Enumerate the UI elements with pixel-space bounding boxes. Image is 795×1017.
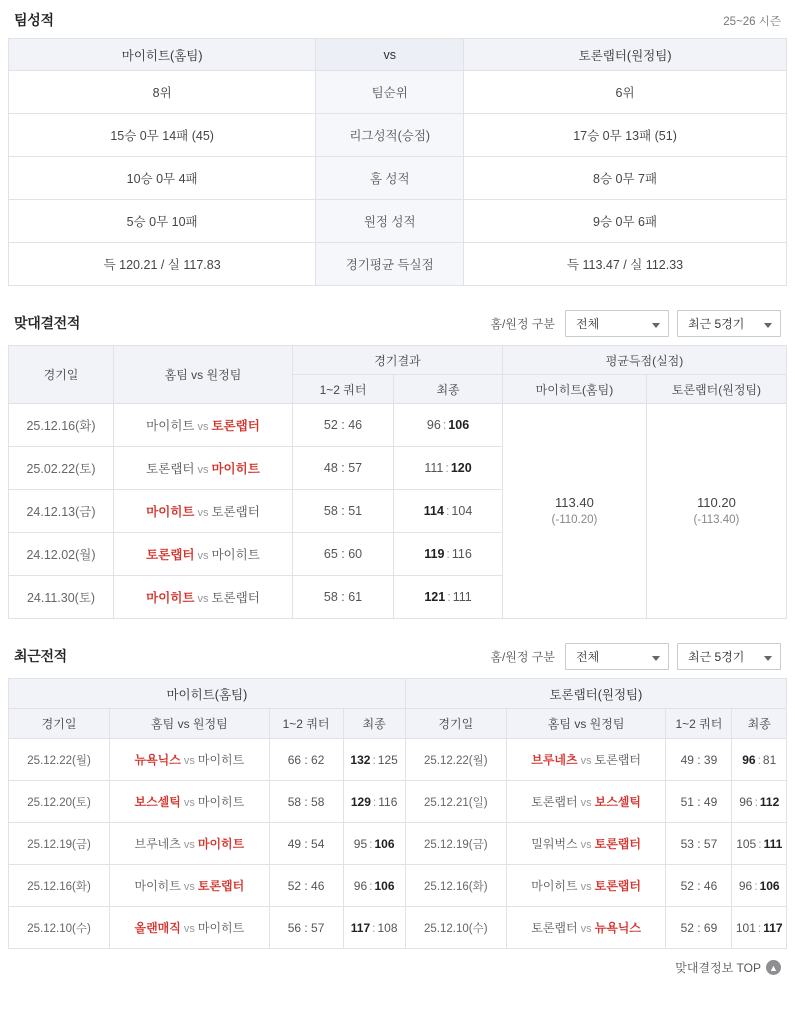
final-score-right: 106 [759,878,780,893]
compare-row-label: 경기평균 득실점 [316,243,464,286]
table-row [9,157,787,200]
final-score-right: 120 [450,461,472,475]
avg-home: 113.40 (-110.20) [502,404,646,619]
away-team-name: 마이히트 [197,837,245,851]
match-date: 24.11.30(토) [9,576,114,619]
h2h-col-date: 경기일 [9,346,114,404]
compare-away-value: 17승 0무 13패 (51) [464,114,787,157]
final-score-left: 96 [738,878,753,893]
chevron-down-icon [652,323,660,328]
final-score-right: 106 [374,836,395,851]
h2h-col-result-group: 경기결과 [292,346,502,375]
final-score: 105 : 111 [732,823,787,865]
matchup [506,865,665,907]
final-score-left: 96 [739,794,753,809]
recent-col-match-home: 홈팀 vs 원정팀 [110,709,269,739]
recent-count-value: 최근 5경기 [688,650,745,664]
match-date: 25.12.16(화) [405,865,506,907]
match-date: 25.12.22(월) [405,739,506,781]
final-score: 96 : 106 [394,404,503,447]
final-score: 96 : 106 [343,865,405,907]
away-team-name: 마이히트 [197,921,245,935]
compare-vs: vs [316,39,464,71]
final-score-left: 114 [423,504,444,518]
compare-home-value: 15승 0무 14패 (45) [9,114,316,157]
matchup [114,533,293,576]
final-score-right: 116 [378,794,398,809]
footer [8,949,787,984]
final-score: 121 : 111 [394,576,503,619]
home-team-name: 마이히트 [146,419,195,433]
home-team-name: 마이히트 [146,505,195,519]
recent-table [8,678,787,949]
h2h-scope-select[interactable] [565,310,669,337]
compare-home-team: 마이히트(홈팀) [9,39,316,71]
vs-separator: vs [580,797,592,809]
matchup [506,739,665,781]
away-team-name: 토론랩터 [211,591,260,605]
match-date: 25.12.10(수) [405,907,506,949]
final-score-right: 116 [451,547,472,561]
match-date: 25.12.21(일) [405,781,506,823]
home-team-name: 토론랩터 [146,548,195,562]
quarter-score: 66 : 62 [269,739,343,781]
vs-separator: vs [580,839,592,851]
matchup [110,781,269,823]
compare-row-label: 원정 성적 [316,200,464,243]
away-team-name: 마이히트 [211,462,260,476]
h2h-scope-value: 전체 [576,317,600,331]
table-row [9,907,787,949]
final-score: 96 : 112 [732,781,787,823]
matchup [506,907,665,949]
vs-separator: vs [183,923,195,935]
compare-away-value: 6위 [464,71,787,114]
match-date: 25.12.10(수) [9,907,110,949]
quarter-score: 51 : 49 [666,781,732,823]
recent-title: 최근전적 [14,648,67,664]
compare-away-value: 8승 0무 7패 [464,157,787,200]
home-team-name: 마이히트 [134,879,181,893]
quarter-score: 49 : 54 [269,823,343,865]
recent-col-final-away: 최종 [732,709,787,739]
compare-away-team: 토론랩터(원정팀) [464,39,787,71]
compare-row-label: 홈 성적 [316,157,464,200]
recent-count-select[interactable] [677,643,781,670]
quarter-score: 52 : 46 [666,865,732,907]
arrow-up-icon[interactable]: ▲ [766,960,781,975]
recent-col-quarter-home: 1~2 쿼터 [269,709,343,739]
away-team-name: 보스셀틱 [594,795,641,809]
table-row [9,739,787,781]
final-score-left: 96 [742,752,756,767]
home-team-name: 밀워벅스 [531,837,578,851]
final-score: 111 : 120 [394,447,503,490]
vs-separator: vs [197,550,209,562]
recent-scope-value: 전체 [576,650,600,664]
vs-separator: vs [197,464,209,476]
quarter-score: 53 : 57 [666,823,732,865]
matchup [110,823,269,865]
home-team-name: 브루네츠 [134,837,181,851]
team-stats-title: 팀성적 [14,12,54,28]
away-team-name: 뉴욕닉스 [594,921,641,935]
match-date: 25.12.19(금) [405,823,506,865]
away-team-name: 토론랩터 [197,879,245,893]
home-team-name: 마이히트 [146,591,195,605]
quarter-score: 52 : 46 [292,404,393,447]
final-score: 114 : 104 [394,490,503,533]
vs-separator: vs [580,755,592,767]
h2h-filters [490,310,781,337]
vs-separator: vs [580,923,592,935]
final-score: 129 : 116 [343,781,405,823]
quarter-score: 48 : 57 [292,447,393,490]
table-row [9,114,787,157]
team-compare-table [8,38,787,286]
compare-home-value: 득 120.21 / 실 117.83 [9,243,316,286]
matchup [506,781,665,823]
matchup [506,823,665,865]
away-team-name: 마이히트 [197,795,245,809]
home-team-name: 브루네츠 [531,753,578,767]
final-score-left: 101 [735,920,756,935]
quarter-score: 52 : 69 [666,907,732,949]
recent-filters [490,643,781,670]
match-date: 25.12.20(토) [9,781,110,823]
final-score: 119 : 116 [394,533,503,576]
away-team-name: 마이히트 [211,548,260,562]
home-team-name: 마이히트 [531,879,578,893]
final-score-left: 117 [350,920,371,935]
h2h-table [8,345,787,619]
recent-col-date-home: 경기일 [9,709,110,739]
final-score: 101 : 117 [732,907,787,949]
final-score-left: 95 [353,836,368,851]
h2h-col-match: 홈팀 vs 원정팀 [114,346,293,404]
h2h-col-final: 최종 [394,375,503,404]
final-score-right: 108 [377,920,398,935]
h2h-col-quarter: 1~2 쿼터 [292,375,393,404]
matchup [114,490,293,533]
compare-home-value: 10승 0무 4패 [9,157,316,200]
matchup [114,404,293,447]
compare-home-value: 5승 0무 10패 [9,200,316,243]
compare-away-value: 득 113.47 / 실 112.33 [464,243,787,286]
final-score-right: 81 [762,752,777,767]
matchup [110,865,269,907]
away-team-name: 마이히트 [197,753,245,767]
compare-row-label: 리그성적(승점) [316,114,464,157]
final-score-left: 111 [424,461,444,475]
match-date: 25.12.19(금) [9,823,110,865]
quarter-score: 65 : 60 [292,533,393,576]
team-stats-header [8,0,787,38]
table-row [9,404,787,447]
compare-home-value: 8위 [9,71,316,114]
away-team-name: 토론랩터 [594,879,641,893]
recent-col-date-away: 경기일 [405,709,506,739]
quarter-score: 58 : 51 [292,490,393,533]
compare-row-label: 팀순위 [316,71,464,114]
final-score-right: 111 [452,590,472,604]
h2h-title: 맞대결전적 [14,315,81,331]
final-score-left: 96 [353,878,368,893]
quarter-score: 52 : 46 [269,865,343,907]
final-score-left: 105 [736,836,757,851]
h2h-col-avg-away: 토론랩터(원정팀) [646,375,786,404]
match-date: 25.12.16(화) [9,404,114,447]
quarter-score: 56 : 57 [269,907,343,949]
final-score-left: 121 [424,590,446,604]
table-row [9,71,787,114]
final-score: 117 : 108 [343,907,405,949]
h2h-col-avg-home: 마이히트(홈팀) [502,375,646,404]
table-row [9,243,787,286]
recent-filter-label: 홈/원정 구분 [490,650,555,664]
table-row [9,200,787,243]
recent-header [8,633,787,678]
final-score-left: 129 [350,794,371,809]
matchup [110,739,269,781]
match-date: 24.12.13(금) [9,490,114,533]
home-team-name: 토론랩터 [146,462,195,476]
chevron-down-icon [764,656,772,661]
final-score-right: 117 [763,920,783,935]
match-date: 25.12.22(월) [9,739,110,781]
top-link[interactable]: 맞대결정보 TOP [675,961,761,975]
vs-separator: vs [183,797,195,809]
chevron-down-icon [764,323,772,328]
matchup [114,447,293,490]
vs-separator: vs [197,421,209,433]
final-score: 95 : 106 [343,823,405,865]
h2h-col-avg-group: 평균득점(실점) [502,346,786,375]
match-date: 24.12.02(월) [9,533,114,576]
final-score-right: 112 [759,794,780,809]
away-team-name: 토론랩터 [594,837,641,851]
quarter-score: 58 : 61 [292,576,393,619]
season-label: 25~26 시즌 [723,16,781,28]
vs-separator: vs [197,507,209,519]
recent-scope-select[interactable] [565,643,669,670]
final-score-right: 106 [448,418,470,432]
quarter-score: 58 : 58 [269,781,343,823]
home-team-name: 보스셀틱 [134,795,181,809]
match-date: 25.12.16(화) [9,865,110,907]
final-score: 96 : 106 [732,865,787,907]
table-row [9,865,787,907]
away-team-name: 토론랩터 [211,419,260,433]
away-team-name: 토론랩터 [594,753,641,767]
h2h-count-select[interactable] [677,310,781,337]
final-score: 96 : 81 [732,739,787,781]
h2h-filter-label: 홈/원정 구분 [490,317,555,331]
vs-separator: vs [580,881,592,893]
home-team-name: 토론랩터 [531,921,578,935]
recent-col-quarter-away: 1~2 쿼터 [666,709,732,739]
final-score-right: 106 [374,878,395,893]
match-date: 25.02.22(토) [9,447,114,490]
away-team-name: 토론랩터 [211,505,260,519]
vs-separator: vs [183,839,195,851]
table-row [9,823,787,865]
h2h-count-value: 최근 5경기 [688,317,745,331]
chevron-down-icon [652,656,660,661]
quarter-score: 49 : 39 [666,739,732,781]
vs-separator: vs [197,593,209,605]
recent-col-final-home: 최종 [343,709,405,739]
recent-col-match-away: 홈팀 vs 원정팀 [506,709,665,739]
final-score-left: 132 [350,752,371,767]
matchup [114,576,293,619]
table-row [9,39,787,71]
home-team-name: 뉴욕닉스 [134,753,181,767]
vs-separator: vs [183,755,195,767]
final-score-right: 104 [451,504,473,518]
home-team-name: 토론랩터 [531,795,578,809]
final-score-left: 96 [426,418,441,432]
final-score-right: 111 [763,836,783,851]
recent-group-home: 마이히트(홈팀) [9,679,406,709]
home-team-name: 올랜매직 [134,921,181,935]
final-score-right: 125 [377,752,398,767]
table-row [9,781,787,823]
final-score-left: 119 [424,547,445,561]
compare-away-value: 9승 0무 6패 [464,200,787,243]
final-score: 132 : 125 [343,739,405,781]
vs-separator: vs [183,881,195,893]
h2h-header [8,300,787,345]
avg-away: 110.20 (-113.40) [646,404,786,619]
matchup [110,907,269,949]
recent-group-away: 토론랩터(원정팀) [405,679,786,709]
